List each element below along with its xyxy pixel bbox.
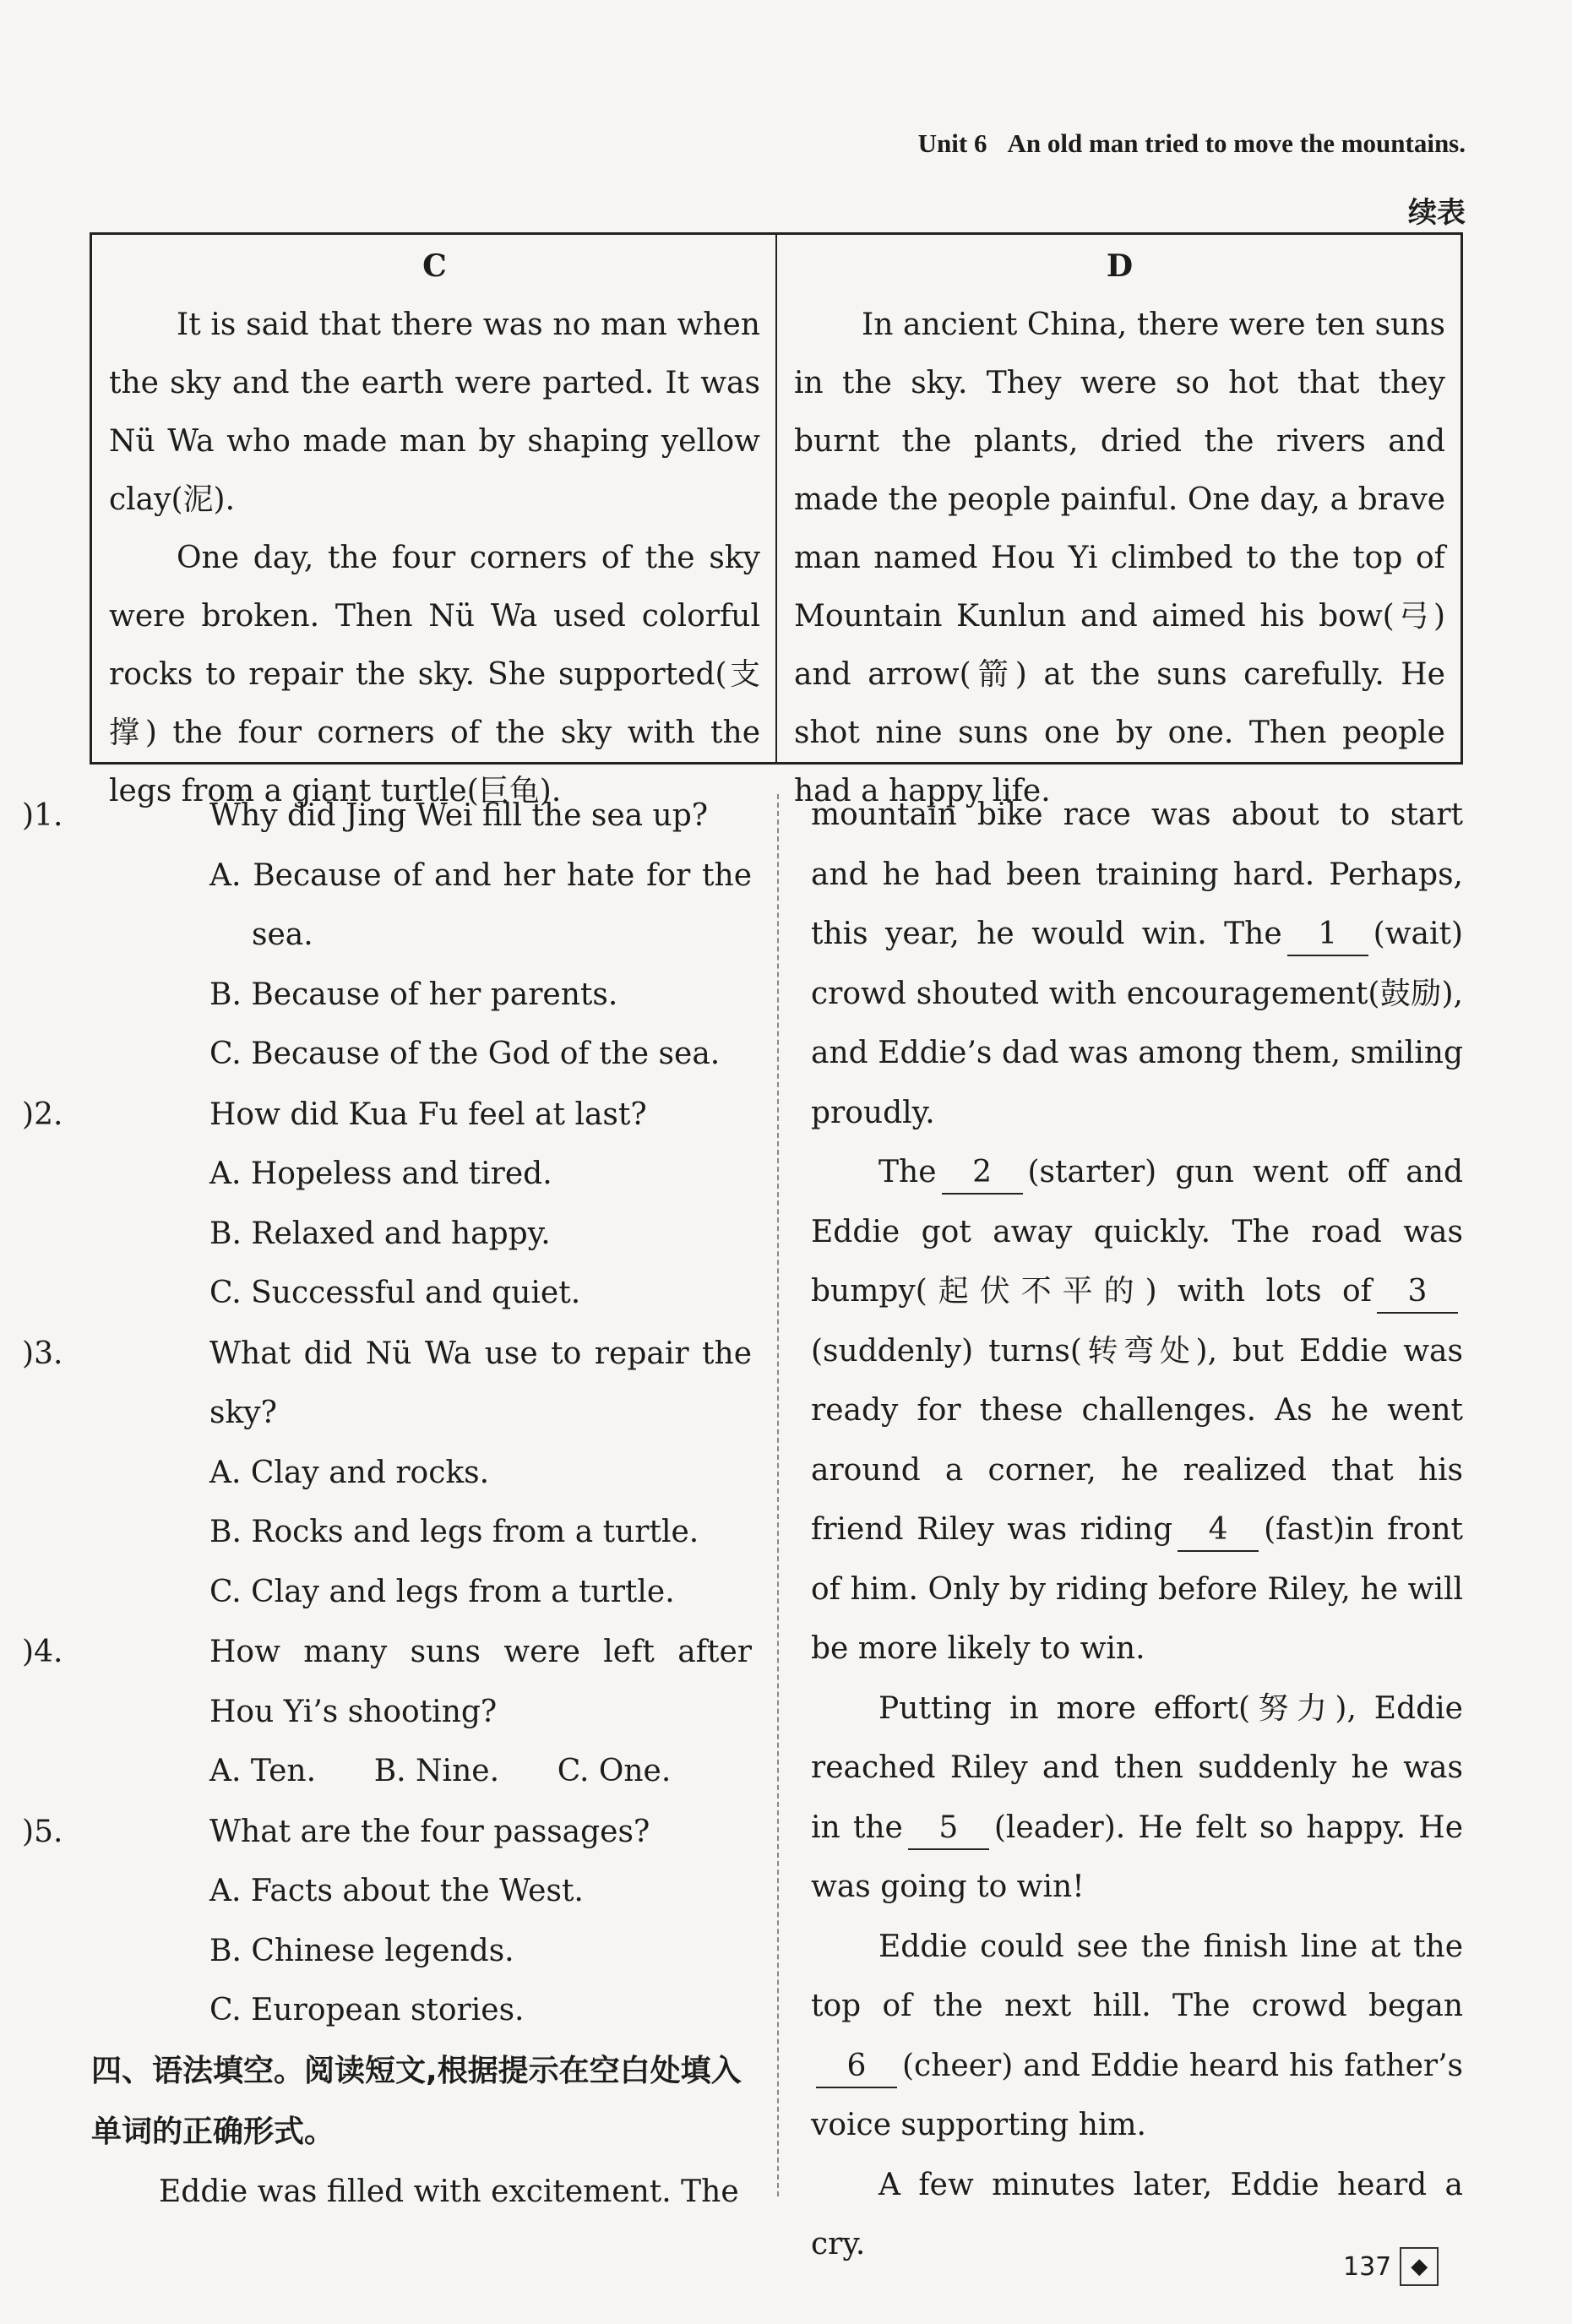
- option: B. Because of her parents.: [209, 977, 618, 1012]
- question-1: [22, 786, 752, 846]
- option: C. One.: [557, 1754, 672, 1788]
- cloze-text: (leader). He felt so happy. He was going to win!: [811, 1810, 1463, 1904]
- option: A. Because of and her hate for the sea.: [209, 857, 752, 952]
- option: A. Hopeless and tired.: [209, 1157, 552, 1191]
- section-4-title: 四、语法填空。阅读短文,根据提示在空白处填入单词的正确形式。: [91, 2053, 742, 2149]
- cloze-blank-6: 6: [816, 2046, 897, 2088]
- answer-slot: [22, 1324, 209, 1385]
- cloze-paragraph: [811, 786, 1463, 1143]
- passage-c-paragraph: One day, the four corners of the sky were broken. Then Nü Wa used colorful rocks to repair the sky. She supported(支撑) the four corners of the sky with the legs from a giant turtle(巨龟).: [109, 541, 760, 808]
- table-continued-label: 续表: [1408, 196, 1466, 230]
- option-row: [91, 1742, 752, 1802]
- question-2: [22, 1085, 752, 1146]
- question-5: [22, 1802, 752, 1863]
- cloze-text: The: [878, 1155, 937, 1189]
- option: A. Clay and rocks.: [209, 1455, 490, 1490]
- cloze-text: Eddie could see the finish line at the top of the next hill. The crowd began: [811, 1929, 1463, 2023]
- cloze-text: Putting in more effort(努力), Eddie reached Riley and then suddenly he was in the: [811, 1690, 1463, 1845]
- cloze-text: (suddenly) turns(转弯处), but Eddie was ready for these challenges. As he went around a corner, he realized that his friend Riley was riding: [811, 1333, 1463, 1547]
- left-column: [22, 786, 752, 2222]
- answer-value: [0, 1802, 22, 1862]
- passage-c-heading: C: [422, 248, 447, 284]
- cloze-intro: Eddie was filled with excitement. The: [159, 2174, 739, 2209]
- question-number: )2.: [22, 1097, 63, 1132]
- answer-slot: [22, 1622, 209, 1683]
- cloze-blank-5: 5: [908, 1808, 989, 1850]
- cloze-text: mountain bike race was about to start and he had been training hard. Perhaps, this year, he would win. The: [811, 797, 1463, 951]
- passage-c: [92, 235, 775, 808]
- question-4: [22, 1622, 752, 1742]
- answer-value: [0, 1324, 22, 1384]
- question-text: How many suns were left after Hou Yi’s shooting?: [209, 1635, 752, 1729]
- question-text: What did Nü Wa use to repair the sky?: [209, 1336, 752, 1430]
- cloze-blank-2: 2: [942, 1152, 1023, 1195]
- page-number: 137: [1343, 2251, 1392, 2282]
- option: B. Relaxed and happy.: [209, 1216, 551, 1251]
- option: A. Facts about the West.: [209, 1874, 584, 1908]
- option: C. Because of the God of the sea.: [209, 1037, 721, 1071]
- page-footer: [1343, 2247, 1439, 2286]
- question-3: [22, 1324, 752, 1444]
- answer-slot: [22, 786, 209, 846]
- question-number: )1.: [22, 798, 63, 833]
- question-number: )3.: [22, 1336, 63, 1371]
- question-text: How did Kua Fu feel at last?: [209, 1097, 647, 1132]
- unit-header: [836, 128, 1466, 159]
- passage-d: [775, 235, 1460, 808]
- answer-slot: [22, 1802, 209, 1863]
- cloze-paragraph: [811, 1918, 1463, 2156]
- diamond-icon: ◆: [1400, 2247, 1439, 2286]
- question-number: )4.: [22, 1635, 63, 1669]
- answer-value: [0, 1085, 22, 1145]
- cloze-text: (wait) crowd shouted with encouragement(鼓励), and Eddie’s dad was among them, smiling proudly.: [811, 917, 1463, 1130]
- cloze-paragraph: [811, 1679, 1463, 1918]
- cloze-text: (cheer) and Eddie heard his father’s voice supporting him.: [811, 2048, 1463, 2142]
- passage-table: [90, 232, 1463, 808]
- option: B. Rocks and legs from a turtle.: [209, 1515, 699, 1549]
- answer-value: [0, 786, 22, 846]
- cloze-paragraph: A few minutes later, Eddie heard a cry.: [811, 2167, 1463, 2261]
- option: B. Nine.: [373, 1754, 500, 1788]
- cloze-text: (starter) gun went off and Eddie got away quickly. The road was bumpy(起伏不平的) with lots of: [811, 1155, 1463, 1309]
- cloze-text: (fast)in front of him. Only by riding before Riley, he will be more likely to win.: [811, 1512, 1463, 1666]
- option: A. Ten.: [209, 1754, 317, 1788]
- unit-title: An old man tried to move the mountains.: [1007, 128, 1466, 158]
- question-text: Why did Jing Wei fill the sea up?: [209, 798, 709, 833]
- option: C. Clay and legs from a turtle.: [209, 1574, 675, 1609]
- right-column: [811, 786, 1463, 2275]
- passage-c-paragraph: It is said that there was no man when the sky and the earth were parted. It was Nü Wa who made man by shaping yellow clay(泥).: [109, 308, 760, 517]
- cloze-paragraph: [811, 1143, 1463, 1679]
- option: B. Chinese legends.: [209, 1933, 514, 1968]
- column-divider: [777, 794, 779, 2196]
- answer-slot: [22, 1085, 209, 1146]
- cloze-blank-4: 4: [1178, 1510, 1259, 1552]
- cloze-blank-3: 3: [1377, 1271, 1458, 1314]
- answer-value: [0, 1622, 22, 1682]
- option: C. European stories.: [209, 1993, 525, 2027]
- question-text: What are the four passages?: [209, 1814, 650, 1849]
- passage-d-heading: D: [1106, 248, 1134, 284]
- question-number: )5.: [22, 1814, 63, 1849]
- cloze-blank-1: 1: [1287, 914, 1368, 956]
- unit-label: Unit 6: [917, 128, 987, 158]
- passage-d-paragraph: In ancient China, there were ten suns in the sky. They were so hot that they burnt the plants, dried the rivers and made the people painful. One day, a brave man named Hou Yi climbed to the top of Mountain Kunlun and aimed his bow(弓) and arrow(箭) at the suns carefully. He shot nine suns one by one. Then people had a happy life.: [794, 308, 1445, 808]
- option: C. Successful and quiet.: [209, 1276, 581, 1310]
